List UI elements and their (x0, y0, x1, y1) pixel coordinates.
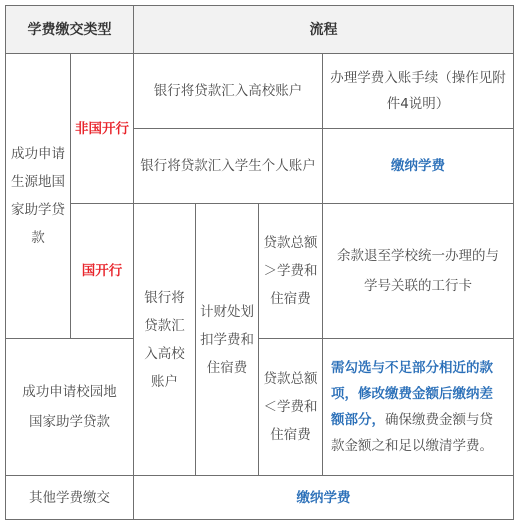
finance-office-deduct: 计财处划扣学费和住宿费 (196, 204, 259, 476)
tuition-payment-table (5, 5, 514, 520)
other-payment-label: 其他学费缴交 (6, 476, 134, 519)
source-area-loan-label: 成功申请生源地国家助学贷款 (6, 54, 71, 339)
loan-less-than-fees: 贷款总额＜学费和住宿费 (259, 339, 323, 476)
non-cdb-pay-tuition: 缴纳学费 (323, 129, 513, 204)
non-cdb-label: 非国开行 (71, 54, 134, 204)
non-cdb-handle-entry: 办理学费入账手续（操作见附件4说明） (323, 54, 513, 129)
shared-bank-to-school: 银行将贷款汇入高校账户 (134, 204, 196, 476)
other-pay-tuition: 缴纳学费 (296, 489, 351, 506)
pay-difference-plain: 确保缴费金额与贷款金额之和足以缴清学费。 (331, 412, 493, 454)
loan-greater-than-fees: 贷款总额＞学费和住宿费 (259, 204, 323, 339)
refund-to-icbc-card: 余款退至学校统一办理的与学号关联的工行卡 (323, 204, 513, 339)
header-payment-type: 学费缴交类型 (6, 6, 134, 54)
pay-difference-bold: 需勾选与不足部分相近的款项，修改缴费金额后缴纳差额部分，确保缴费金额与贷款金额之和足以缴清学费。 (331, 360, 493, 454)
campus-loan-label: 成功申请校园地国家助学贷款 (6, 339, 134, 476)
header-flow: 流程 (134, 6, 513, 54)
pay-difference-instructions (323, 339, 513, 476)
non-cdb-bank-to-student: 银行将贷款汇入学生个人账户 (134, 129, 323, 204)
non-cdb-bank-to-school: 银行将贷款汇入高校账户 (134, 54, 323, 129)
cdb-label: 国开行 (71, 204, 134, 339)
